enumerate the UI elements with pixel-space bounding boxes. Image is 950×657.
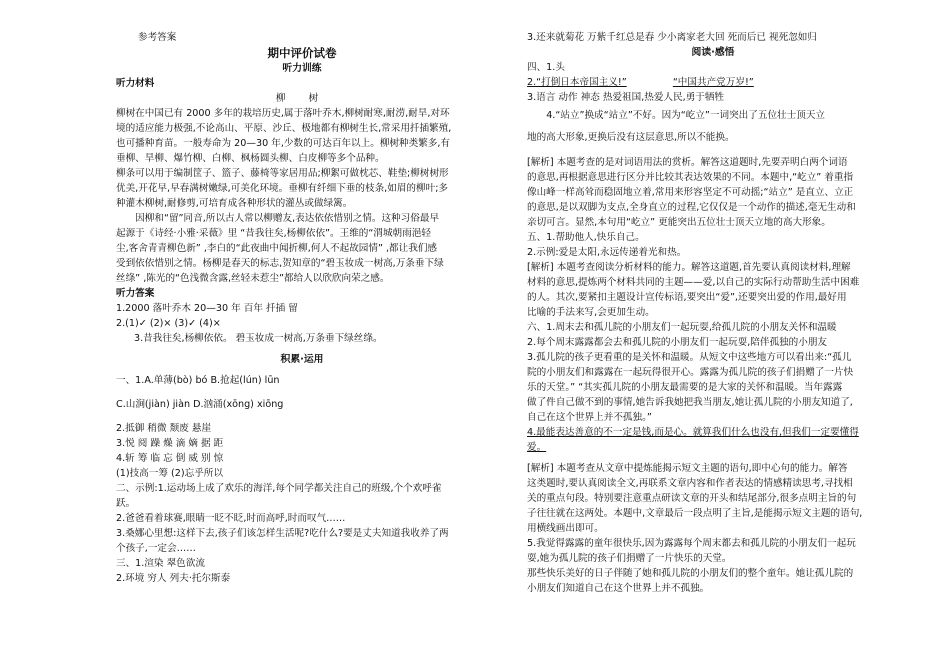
- reading-answer-1: 四、1.头: [527, 62, 565, 73]
- text-line: 这类题时,要认真阅读全文,再联系文章内容和作者表达的情感精读思考,寻找相: [527, 478, 853, 489]
- example-answer-1: 二、示例:1.运动场上成了欢乐的海洋,每个同学都关注自己的班级,个个欢呼雀: [116, 483, 442, 494]
- poetry-answer-3: 3.还来就菊花 万紫千红总是春 少小离家老大回 死而后已 视死忽如归: [527, 32, 817, 43]
- text-line: 关的重点句段。特别要注意重点研读文章的开头和结尾部分,很多点明主旨的句: [527, 493, 857, 504]
- answers-heading: 听力答案: [116, 288, 155, 299]
- text-line: 像山峰一样高耸而稳固地立着,常用来形容坚定不可动摇;“站立” 是直立、立正: [527, 187, 854, 198]
- listening-answer-3: 3.昔我往矣,杨柳依依。 碧玉妆成一树高,万条垂下绿丝绦。: [134, 333, 383, 344]
- example-answer-2: 2.爸爸看着球赛,眼睛一眨不眨,时而高呼,时而叹气……: [116, 513, 346, 524]
- text-line: 受到依依惜别之情。杨柳是春天的标志,贺知章的“碧玉妆成一树高,万条垂下绿: [116, 258, 444, 269]
- text-line: 用横线画出即可。: [527, 523, 604, 534]
- text-line: 乐的天堂。” “其实孤儿院的小朋友最需要的是大家的关怀和温暖。当年露露: [527, 382, 843, 393]
- right-column: [527, 30, 899, 596]
- passage-paragraph-3: [116, 211, 488, 286]
- reading-answer-4: 4.“站立”换成“站立”不好。因为“屹立”一词突出了五位壮士顶天立: [546, 110, 826, 121]
- example-answer-1-cont: 跃。: [116, 498, 136, 509]
- word-answer-4: 4.斩 筹 临 忘 倒 威 别 惊: [116, 453, 224, 464]
- text-line: 种灌木柳树,耐修剪,可培育成各种形状的灌丛或做绿篱。: [116, 198, 353, 209]
- section3-answer-1: 三、1.渲染 翠色欲流: [116, 558, 205, 569]
- idiom-answer: (1)技高一筹 (2)忘乎所以: [116, 468, 223, 479]
- text-line: 的人。其次,要紧扣主题设计宣传标语,要突出“爱”,还要突出爱的作用,最好用: [527, 292, 847, 303]
- text-line: 柳条可以用于编制筐子、篮子、藤椅等家居用品;柳絮可做枕芯、鞋垫;柳树树形: [116, 168, 449, 179]
- reading-answer-4-cont: 地的高大形象,更换后没有这层意思,所以不能换。: [527, 132, 735, 143]
- text-line: [解析] 本题考查从文章中提炼能揭示短文主题的语句,即中心句的能力。解答: [527, 463, 848, 474]
- text-line: 柳树在中国已有 2000 多年的栽培历史,属于落叶乔木,柳树耐寒,耐涝,耐旱,对环: [116, 108, 450, 119]
- reading-section-title: 阅读·感悟: [691, 47, 735, 58]
- text-line: [解析] 本题考查阅读分析材料的能力。解答这道题,首先要认真阅读材料,理解: [527, 262, 851, 273]
- analysis-block-2: [527, 260, 899, 320]
- listening-answer-2: 2.(1)✓ (2)× (3)✓ (4)×: [116, 318, 221, 329]
- passage-paragraph-1: [116, 106, 488, 166]
- accumulation-section-title: 积累·运用: [280, 354, 324, 365]
- text-line: 比喻的手法来写,会更加生动。: [527, 307, 655, 318]
- text-line: [解析] 本题考查的是对词语用法的赏析。解答这道题时,先要弄明白两个词语: [527, 157, 848, 168]
- text-line: 那些快乐美好的日子伴随了她和孤儿院的小朋友们的整个童年。她让孤儿院的: [527, 568, 854, 579]
- text-line: 垂柳、旱柳、爆竹柳、白柳、枫杨圆头柳、白皮柳等多个品种。: [116, 153, 385, 164]
- text-line: 丝绦” ,陈光的“色浅微含露,丝轻未惹尘”都给人以欣欣向荣之感。: [116, 273, 390, 284]
- text-line: 院的小朋友们和露露在一起玩得很开心。露露为孤儿院的孩子们捐赠了一片快: [527, 367, 854, 378]
- pinyin-answer-cd: C.山涧(jiàn) jiàn D.汹涌(xōng) xiōng: [116, 399, 284, 410]
- text-line: 尘,客舍青青柳色新” ,李白的“此夜曲中闻折柳,何人不起故园情” ,都让我们感: [116, 243, 438, 254]
- text-line: 材料的意思,提炼两个材料共同的主题——爱,以自己的实际行动帮助生活中困难: [527, 277, 860, 288]
- left-column: [116, 30, 488, 586]
- word-answer-3: 3.悦 阅 躁 燥 滴 嫡 据 距: [116, 438, 224, 449]
- text-line: 耍,她为孤儿院的孩子们捐赠了一片快乐的天堂。: [527, 553, 732, 564]
- example-answer-3: 3.桑娜心里想:这样下去,孩子们该怎样生活呢?吃什么?要是丈夫知道我收养了两: [116, 528, 449, 539]
- text-line: 亲切可言。显然,本句用“屹立” 更能突出五位壮士顶天立地的高大形象。: [527, 217, 831, 228]
- pinyin-answer-ab: 一、1.A.单薄(bò) bó B.抢起(lún) lūn: [116, 375, 280, 386]
- material-heading: 听力材料: [116, 78, 155, 89]
- text-line: 爱。: [527, 442, 547, 453]
- reading-answer-2: [527, 75, 899, 90]
- section6-answer-2: 2.每个周末露露都会去和孤儿院的小朋友们一起玩耍,陪伴孤独的小朋友: [527, 337, 828, 348]
- listening-answer-1: 1.2000 落叶乔木 20—30 年 百年 扦插 留: [116, 303, 298, 314]
- text-line: 自己在这个世界上并不孤独。”: [527, 412, 652, 423]
- text-line: 做了件自己做不到的事情,她告诉我她把我当朋友,她让孤儿院的小朋友知道了,: [527, 397, 853, 408]
- example-answer-3-cont: 个孩子,一定会……: [116, 543, 196, 554]
- analysis-block-1: [527, 155, 899, 230]
- passage-title: 柳 树: [275, 93, 329, 104]
- reading-answer-3: 3.语言 动作 神态 热爱祖国,热爱人民,勇于牺牲: [527, 92, 725, 103]
- analysis-block-3: [527, 461, 899, 536]
- text-line: 的意思,是以双脚为支点,全身直立的过程,它仅仅是一个动作的描述,毫无生动和: [527, 202, 856, 213]
- word-answer-2: 2.抵御 稍微 颓废 悬崖: [116, 423, 212, 434]
- slogan-2: “中国共产党万岁!”: [672, 77, 754, 88]
- answer-reference-label: 参考答案: [138, 32, 177, 43]
- section5-answer-1: 五、1.帮助他人,快乐自己。: [527, 232, 645, 243]
- text-line: 3.孤儿院的孩子更看重的是关怀和温暖。从短文中这些地方可以看出来:“孤儿: [527, 352, 852, 363]
- text-line: 4.最能表达善意的不一定是钱,而是心。就算我们什么也没有,但我们一定要懂得: [527, 427, 859, 438]
- page-title: 期中评价试卷: [267, 46, 337, 60]
- text-line: 因柳和“留”同音,所以古人常以柳赠友,表达依依惜别之情。这种习俗最早: [135, 213, 440, 224]
- text-line: 5.我觉得露露的童年很快乐,因为露露每个周末都去和孤儿院的小朋友们一起玩: [527, 538, 856, 549]
- section6-answer-1: 六、1.周末去和孤儿院的小朋友们一起玩耍,给孤儿院的小朋友关怀和温暖: [527, 322, 837, 333]
- text-line: 子往往就在这两处。本题中,文章最后一段点明了主旨,是能揭示短文主题的语句,: [527, 508, 863, 519]
- passage-paragraph-2: [116, 166, 488, 211]
- text-line: 也可播种育苗。一般寿命为 20—30 年,少数的可达百年以上。柳树种类繁多,有: [116, 138, 451, 149]
- section5-answer-2: 2.示例:爱是太阳,永远传递着光和热。: [527, 247, 687, 258]
- section6-answer-3: [527, 350, 899, 425]
- text-line: 的意思,再根据意思进行区分并比较其表达效果的不同。本题中,“屹立” 着重指: [527, 172, 854, 183]
- text-line: 小朋友们知道自己在这个世界上并不孤独。: [527, 583, 710, 594]
- text-line: 境的适应能力极强,不论高山、平原、沙丘、极地都有柳树生长,常采用扦插繁殖,: [116, 123, 452, 134]
- section6-answer-4: [527, 425, 899, 455]
- text-line: 优美,开花早,早春满树嫩绿,可美化环境。垂柳有纤细下垂的枝条,如眉的柳叶;多: [116, 183, 449, 194]
- slogan-1: 2.“打倒日本帝国主义!”: [527, 77, 627, 88]
- text-line: 起源于《诗经·小雅·采薇》里 “昔我往矣,杨柳依依”。王维的“渭城朝雨浥轻: [116, 228, 431, 239]
- section6-answer-5: [527, 536, 899, 596]
- section3-answer-2: 2.环境 穷人 列夫·托尔斯泰: [116, 573, 231, 584]
- listening-section-title: 听力训练: [282, 63, 322, 74]
